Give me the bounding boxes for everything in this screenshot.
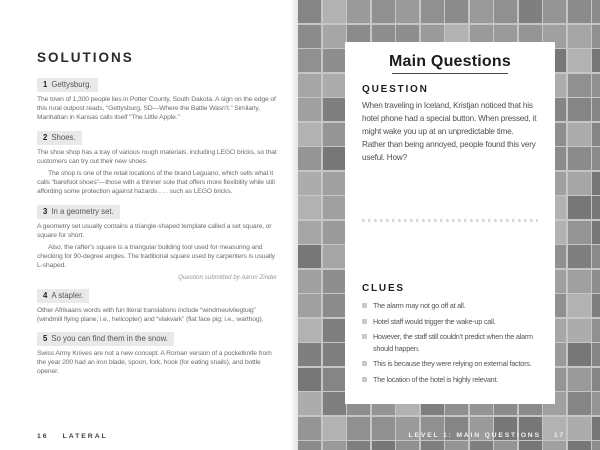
question-heading: QUESTION: [362, 84, 429, 95]
mosaic-tile: [298, 270, 321, 293]
mosaic-tile: [298, 368, 321, 391]
mosaic-tile: [568, 98, 591, 121]
page-number: 17: [553, 432, 565, 439]
solution-number: 4: [43, 290, 48, 300]
mosaic-tile: [543, 441, 566, 450]
solution-number: 2: [43, 132, 48, 142]
mosaic-tile: [396, 0, 419, 23]
question-text: When traveling in Iceland, Kristjan noticed that his hotel phone had a special button. When pressed, it might wake you up at an unpredictable time. Rather than being annoyed, people found this very useful. How?: [362, 101, 537, 162]
mosaic-tile: [298, 196, 321, 219]
mosaic-tile: [445, 0, 468, 23]
solution-number: 1: [43, 80, 48, 89]
mosaic-tile: [568, 221, 591, 244]
mosaic-tile: [568, 25, 591, 48]
page-footer-left: [37, 433, 108, 440]
mosaic-tile: [568, 245, 591, 268]
mosaic-tile: [568, 74, 591, 97]
solution-badge-4: [37, 289, 89, 303]
square-bullet-icon: [362, 334, 367, 339]
mosaic-tile: [592, 49, 600, 72]
mosaic-tile: [323, 270, 346, 293]
square-bullet-icon: [362, 319, 367, 324]
solutions-section: [37, 50, 279, 377]
mosaic-tile: [323, 245, 346, 268]
solution-number: 5: [43, 334, 48, 344]
clues-list: [362, 300, 538, 385]
solution-answer: So you can find them in the snow.: [51, 334, 168, 344]
solution-paragraph: Also, the rafter’s square is a triangular building tool used for measuring and checking for 90-degree angles. The traditional square used by carpenters is usually L-shaped.: [37, 244, 275, 270]
mosaic-tile: [323, 98, 346, 121]
mosaic-tile: [494, 0, 517, 23]
mosaic-tile: [347, 441, 370, 450]
mosaic-tile: [298, 0, 321, 23]
mosaic-tile: [592, 441, 600, 450]
mosaic-tile: [470, 441, 493, 450]
mosaic-tile: [592, 172, 600, 195]
solution-number: 3: [43, 206, 48, 216]
mosaic-tile: [519, 0, 542, 23]
mosaic-tile: [298, 343, 321, 366]
mosaic-tile: [568, 172, 591, 195]
mosaic-tile: [298, 221, 321, 244]
clue-item: [362, 331, 538, 354]
solution-answer: Gettysburg.: [51, 80, 92, 89]
solution-paragraph: Other Afrikaans words with fun literal translations include “windmeulvliegtuig” (windmill flying plane; i.e., helicopter) and “vlakvark” (flat face pig; i.e., warthog).: [37, 306, 264, 323]
clue-text: Hotel staff would trigger the wake-up call.: [373, 316, 496, 326]
mosaic-tile: [568, 441, 591, 450]
mosaic-tile: [568, 196, 591, 219]
solution-badge-1: [37, 78, 98, 92]
mosaic-tile: [568, 417, 591, 440]
mosaic-tile: [323, 172, 346, 195]
mosaic-tile: [298, 49, 321, 72]
mosaic-tile: [592, 368, 600, 391]
solution-paragraph: The shoe shop has a tray of various rough materials, including LEGO bricks, so that customers can try out their new shoes.: [37, 148, 277, 165]
mosaic-tile: [568, 392, 591, 415]
solution-paragraph: The shop is one of the retail locations of the brand Leguano, which sells what it calls “barefoot shoes”—those with a thinner sole that offers more flexibility while still affording some protection against hazards . . . such as LEGO bricks.: [37, 170, 275, 196]
page-number: 16: [37, 433, 49, 440]
solution-badge-2: [37, 131, 82, 145]
solution-answer: In a geometry set.: [51, 206, 114, 216]
mosaic-tile: [568, 147, 591, 170]
solutions-heading: SOLUTIONS: [37, 50, 134, 65]
mosaic-tile: [323, 368, 346, 391]
mosaic-tile: [298, 123, 321, 146]
mosaic-tile: [592, 147, 600, 170]
page-footer-right: [409, 432, 565, 439]
solution-badge-5: [37, 332, 174, 346]
title-rule: [392, 73, 508, 74]
mosaic-tile: [568, 0, 591, 23]
mosaic-tile: [323, 343, 346, 366]
mosaic-tile: [323, 319, 346, 342]
solution-paragraph: Swiss Army Knives are not a new concept. A Roman version of a pocketknife from the year 200 had an iron blade, spoon, fork, hook (for eating snails), and bottle opener.: [37, 350, 272, 376]
clue-text: This is because they were relying on external factors.: [373, 359, 532, 368]
mosaic-tile: [519, 441, 542, 450]
square-bullet-icon: [362, 377, 367, 382]
mosaic-tile: [298, 294, 321, 317]
mosaic-tile: [323, 221, 346, 244]
question-card: [345, 42, 555, 404]
mosaic-tile: [298, 417, 321, 440]
solution-badge-3: [37, 205, 120, 219]
mosaic-tile: [372, 417, 395, 440]
mosaic-tile: [592, 270, 600, 293]
mosaic-tile: [543, 0, 566, 23]
dotted-divider: [362, 219, 538, 222]
solution-answer: A stapler.: [51, 290, 84, 300]
clue-item: [362, 300, 538, 312]
clue-text: The location of the hotel is highly relevant.: [373, 374, 499, 384]
mosaic-tile: [592, 319, 600, 342]
solution-answer: Shoes.: [51, 132, 76, 142]
mosaic-tile: [592, 343, 600, 366]
mosaic-tile: [298, 25, 321, 48]
mosaic-tile: [298, 172, 321, 195]
square-bullet-icon: [362, 303, 367, 308]
clue-item: [362, 316, 538, 328]
mosaic-tile: [592, 294, 600, 317]
mosaic-tile: [323, 417, 346, 440]
mosaic-tile: [323, 441, 346, 450]
mosaic-tile: [372, 441, 395, 450]
page-left: [0, 0, 298, 450]
mosaic-tile: [396, 441, 419, 450]
mosaic-tile: [421, 441, 444, 450]
spine-shadow: [290, 0, 298, 450]
mosaic-tile: [347, 0, 370, 23]
mosaic-tile: [568, 270, 591, 293]
mosaic-tile: [592, 25, 600, 48]
mosaic-tile: [323, 0, 346, 23]
mosaic-tile: [298, 319, 321, 342]
mosaic-tile: [592, 392, 600, 415]
mosaic-tile: [323, 147, 346, 170]
mosaic-tile: [592, 221, 600, 244]
mosaic-tile: [347, 417, 370, 440]
mosaic-tile: [298, 245, 321, 268]
solution-paragraph: The town of 1,300 people lies in Potter County, South Dakota. A sign on the edge of this rural outpost reads, “Gettysburg, SD—Where the Battle Wasn’t.” Similarly, Manhattan in Kansas calls itself “The Little Apple.”: [37, 96, 276, 122]
mosaic-tile: [470, 0, 493, 23]
mosaic-tile: [568, 123, 591, 146]
mosaic-tile: [568, 294, 591, 317]
clue-item: [362, 374, 538, 386]
mosaic-tile: [323, 123, 346, 146]
mosaic-tile: [323, 196, 346, 219]
mosaic-tile: [421, 0, 444, 23]
clues-heading: CLUES: [362, 283, 405, 294]
solution-credit: Question submitted by Aaron Zinder: [178, 273, 277, 281]
card-title: Main Questions: [389, 53, 511, 70]
clue-text: However, the staff still couldn’t predict when the alarm should happen.: [373, 332, 533, 353]
clue-text: The alarm may not go off at all.: [373, 301, 466, 310]
page-right: [298, 0, 600, 450]
mosaic-tile: [592, 417, 600, 440]
mosaic-tile: [323, 392, 346, 415]
mosaic-tile: [568, 343, 591, 366]
mosaic-tile: [568, 368, 591, 391]
mosaic-tile: [592, 196, 600, 219]
section-label: LEVEL 1: MAIN QUESTIONS: [408, 432, 541, 439]
clue-item: [362, 358, 538, 370]
mosaic-tile: [298, 147, 321, 170]
mosaic-tile: [298, 392, 321, 415]
square-bullet-icon: [362, 361, 367, 366]
mosaic-tile: [494, 441, 517, 450]
book-title: LATERAL: [62, 433, 108, 440]
mosaic-tile: [323, 294, 346, 317]
mosaic-tile: [592, 0, 600, 23]
mosaic-tile: [445, 441, 468, 450]
mosaic-tile: [372, 0, 395, 23]
mosaic-tile: [298, 98, 321, 121]
mosaic-tile: [298, 441, 321, 450]
mosaic-tile: [592, 98, 600, 121]
mosaic-tile: [568, 319, 591, 342]
clues-block: [362, 283, 538, 389]
mosaic-tile: [323, 49, 346, 72]
mosaic-tile: [592, 245, 600, 268]
mosaic-tile: [298, 74, 321, 97]
mosaic-tile: [592, 123, 600, 146]
mosaic-tile: [592, 74, 600, 97]
mosaic-tile: [323, 74, 346, 97]
mosaic-tile: [568, 49, 591, 72]
mosaic-tile: [323, 25, 346, 48]
solution-paragraph: A geometry set usually contains a triangle-shaped template called a set square, or square for short.: [37, 222, 272, 239]
